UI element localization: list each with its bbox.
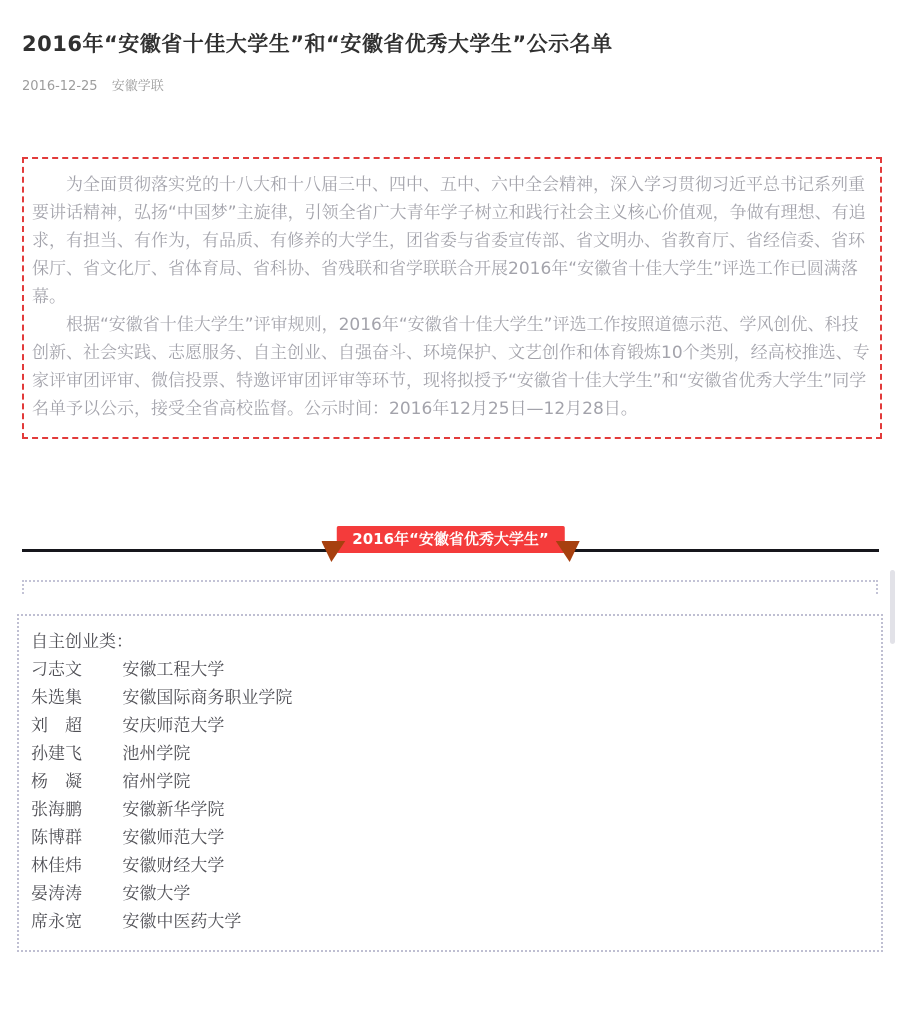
student-name: 陈博群 (31, 828, 82, 848)
list-item (31, 908, 869, 936)
scrollbar-thumb[interactable] (890, 570, 895, 644)
student-school: 安徽师范大学 (122, 828, 225, 848)
list-item (31, 656, 869, 684)
student-school: 安庆师范大学 (122, 716, 225, 736)
list-item (31, 768, 869, 796)
student-name: 孙建飞 (31, 744, 82, 764)
empty-dotted-box (22, 580, 878, 594)
student-school: 宿州学院 (122, 772, 191, 792)
source-account-link[interactable]: 安徽学联 (111, 79, 164, 94)
student-school: 安徽中医药大学 (122, 912, 242, 932)
student-name: 席永宽 (31, 912, 82, 932)
student-name: 刁志文 (31, 660, 82, 680)
student-school: 池州学院 (122, 744, 191, 764)
section-divider-line (22, 530, 879, 552)
student-school: 安徽大学 (122, 884, 191, 904)
notice-paragraph: 为全面贯彻落实党的十八大和十八届三中、四中、五中、六中全会精神，深入学习贯彻习近平总书记系列重要讲话精神，弘扬“中国梦”主旋律，引领全省广大青年学子树立和践行社会主义核心价值观，争做有理想、有追求，有担当、有作为，有品质、有修养的大学生，团省委与省委宣传部、省文明办、省教育厅、省经信委、省环保厅、省文化厅、省体育局、省科协、省残联和省学联联合开展2016年“安徽省十佳大学生”评选工作已圆满落幕。 (32, 175, 866, 307)
student-school: 安徽国际商务职业学院 (122, 688, 293, 708)
ribbon-fold-right (556, 541, 580, 562)
section-banner-label: 2016年“安徽省优秀大学生” (352, 530, 549, 548)
list-item (31, 852, 869, 880)
publish-date: 2016-12-25 (22, 79, 98, 94)
student-list-box (17, 614, 883, 952)
student-name: 林佳炜 (31, 856, 82, 876)
list-item (31, 796, 869, 824)
list-item (31, 740, 869, 768)
student-school: 安徽工程大学 (122, 660, 225, 680)
list-item (31, 824, 869, 852)
student-name: 晏涛涛 (31, 884, 82, 904)
notice-box (22, 157, 882, 439)
student-name: 刘 超 (31, 716, 82, 736)
student-name: 张海鹏 (31, 800, 82, 820)
student-school: 安徽新华学院 (122, 800, 225, 820)
ribbon-fold-left (321, 541, 345, 562)
list-item (31, 684, 869, 712)
category-label: 自主创业类： (31, 632, 133, 652)
student-name: 朱选集 (31, 688, 82, 708)
student-name: 杨 凝 (31, 772, 82, 792)
notice-paragraph: 根据“安徽省十佳大学生”评审规则，2016年“安徽省十佳大学生”评选工作按照道德示范、学风创优、科技创新、社会实践、志愿服务、自主创业、自强奋斗、环境保护、文艺创作和体育锻炼10个类别，经高校推选、专家评审团评审、微信投票、特邀评审团评审等环节，现将拟授予“安徽省十佳大学生”和“安徽省优秀大学生”同学名单予以公示，接受全省高校监督。公示时间：2016年12月25日—12月28日。 (32, 315, 870, 419)
list-item (31, 880, 869, 908)
page-title: 2016年“安徽省十佳大学生”和“安徽省优秀大学生”公示名单 (22, 32, 613, 56)
section-ribbon-banner (336, 526, 564, 553)
list-item (31, 712, 869, 740)
student-school: 安徽财经大学 (122, 856, 225, 876)
article-page (0, 30, 904, 1010)
article-meta (22, 75, 882, 94)
